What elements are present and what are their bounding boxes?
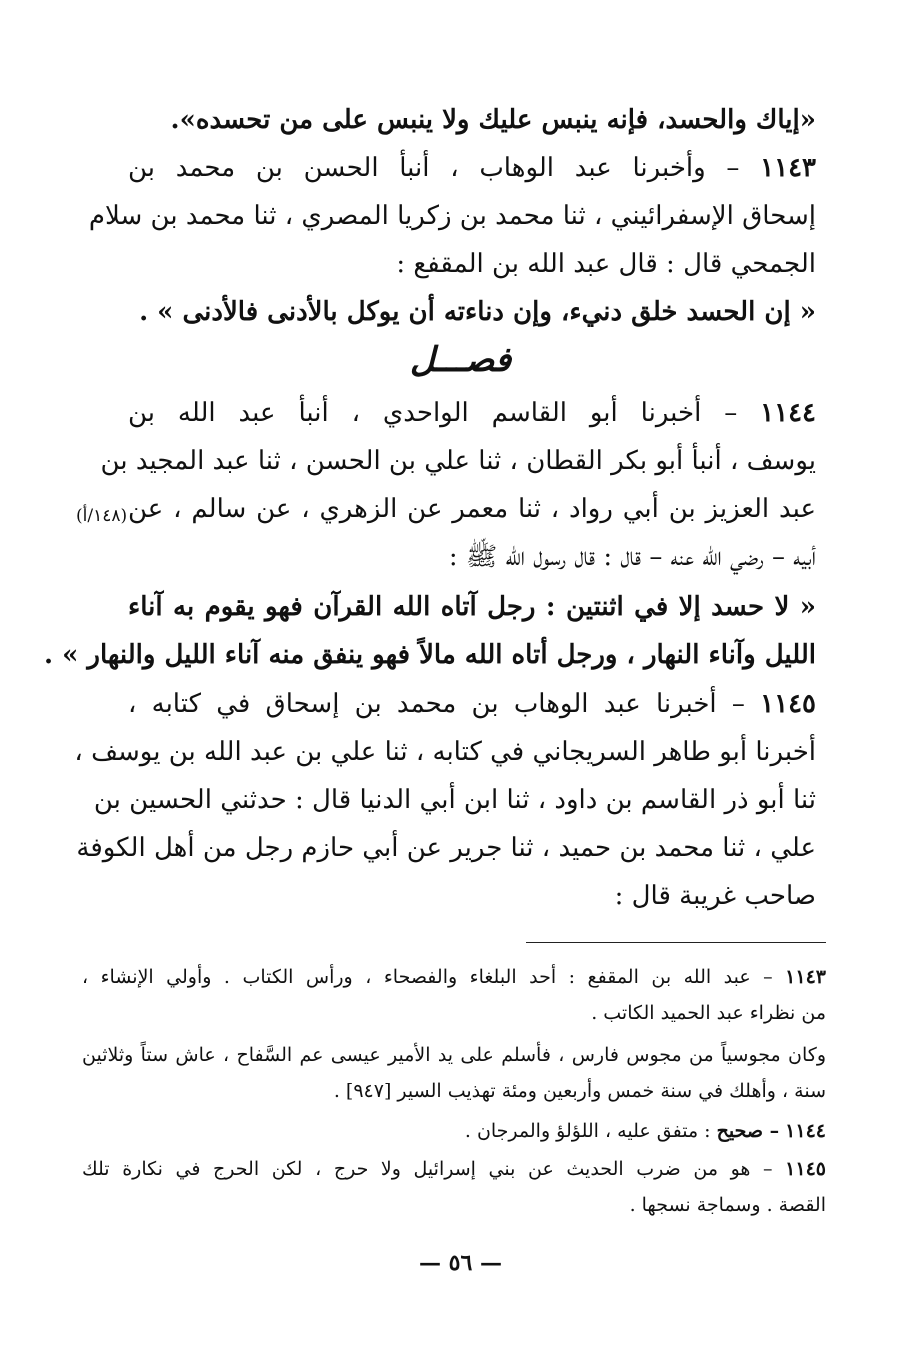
hadith-number: ١١٤٥ [760, 689, 816, 719]
hadith-1144-quote-2: الليل وآناء النهار ، ورجل أتاه الله مالاً فهو ينفق منه آناء الليل والنهار » . [43, 640, 816, 670]
hadith-1145-line-5: صاحب غريبة قال : [614, 881, 816, 911]
footnote-1143-line-1: ١١٤٣ – عبد الله بن المقفع : أحد البلغاء والفصحاء ، ورأس الكتاب . وأولي الإنشاء ، [82, 966, 826, 988]
hadith-1144-quote-1: « لا حسد إلا في اثنتين : رجل آتاه الله القرآن فهو يقوم به آناء [128, 592, 816, 622]
footnote-1145-line-2: القصة . وسماجة نسجها . [629, 1194, 826, 1216]
footnote-1143-line-2: من نظراء عبد الحميد الكاتب . [591, 1002, 826, 1024]
hadith-number: ١١٤٤ [760, 398, 817, 428]
footnote-divider [526, 942, 826, 943]
hadith-1145-line-4: علي ، ثنا محمد بن حميد ، ثنا جرير عن أبي حازم رجل من أهل الكوفة [76, 833, 816, 863]
hadith-1144-line-2: يوسف ، أنبأ أبو بكر القطان ، ثنا علي بن الحسن ، ثنا عبد المجيد بن [100, 446, 816, 476]
hadith-1144-line-4: أبيه – رضي الله عنه – قال : قال رسول الله ﷺ : [448, 542, 816, 572]
hadith-1143-line-3: الجمحي قال : قال عبد الله بن المقفع : [396, 249, 816, 279]
hadith-1143-line-1: ١١٤٣ – وأخبرنا عبد الوهاب ، أنبأ الحسن بن محمد بن [128, 153, 816, 183]
quote-line: «إياك والحسد، فإنه ينبس عليك ولا ينبس على من تحسده». [170, 105, 816, 135]
hadith-1144-line-3: عبد العزيز بن أبي رواد ، ثنا معمر عن الزهري ، عن سالم ، عن [128, 494, 816, 524]
hadith-1145-line-3: ثنا أبو ذر القاسم بن داود ، ثنا ابن أبي الدنيا قال : حدثني الحسين بن [93, 785, 816, 815]
footnote-1144: ١١٤٤ – صحيح : متفق عليه ، اللؤلؤ والمرجان . [464, 1120, 826, 1142]
margin-manuscript-ref: (١٤٨/أ) [76, 506, 128, 526]
footnote-1143-line-3: وكان مجوسياً من مجوس فارس ، فأسلم على يد الأمير عيسى عم السَّفاح ، عاش ستاً وثلاثين [82, 1044, 826, 1066]
hadith-1143-quote: « إن الحسد خلق دنيء، وإن دناءته أن يوكل بالأدنى فالأدنى » . [139, 297, 816, 327]
hadith-1145-line-2: أخبرنا أبو طاهر السريجاني في كتابه ، ثنا علي بن عبد الله بن يوسف ، [74, 737, 816, 767]
section-heading: فصـــل [409, 340, 512, 380]
hadith-1145-line-1: ١١٤٥ – أخبرنا عبد الوهاب بن محمد بن إسحاق في كتابه ، [128, 689, 816, 719]
hadith-number: ١١٤٣ [760, 153, 816, 183]
footnote-1143-line-4: سنة ، وأهلك في سنة خمس وأربعين ومئة تهذيب السير [٩٤٧] . [333, 1080, 826, 1102]
hadith-1143-line-2: إسحاق الإسفرائيني ، ثنا محمد بن زكريا المصري ، ثنا محمد بن سلام [88, 201, 816, 231]
footnote-1145-line-1: ١١٤٥ – هو من ضرب الحديث عن بني إسرائيل ولا حرج ، لكن الحرج في نكارة تلك [82, 1158, 826, 1180]
page-number: — ٥٦ — [419, 1250, 502, 1276]
hadith-1144-line-1: ١١٤٤ – أخبرنا أبو القاسم الواحدي ، أنبأ عبد الله بن [128, 398, 817, 428]
